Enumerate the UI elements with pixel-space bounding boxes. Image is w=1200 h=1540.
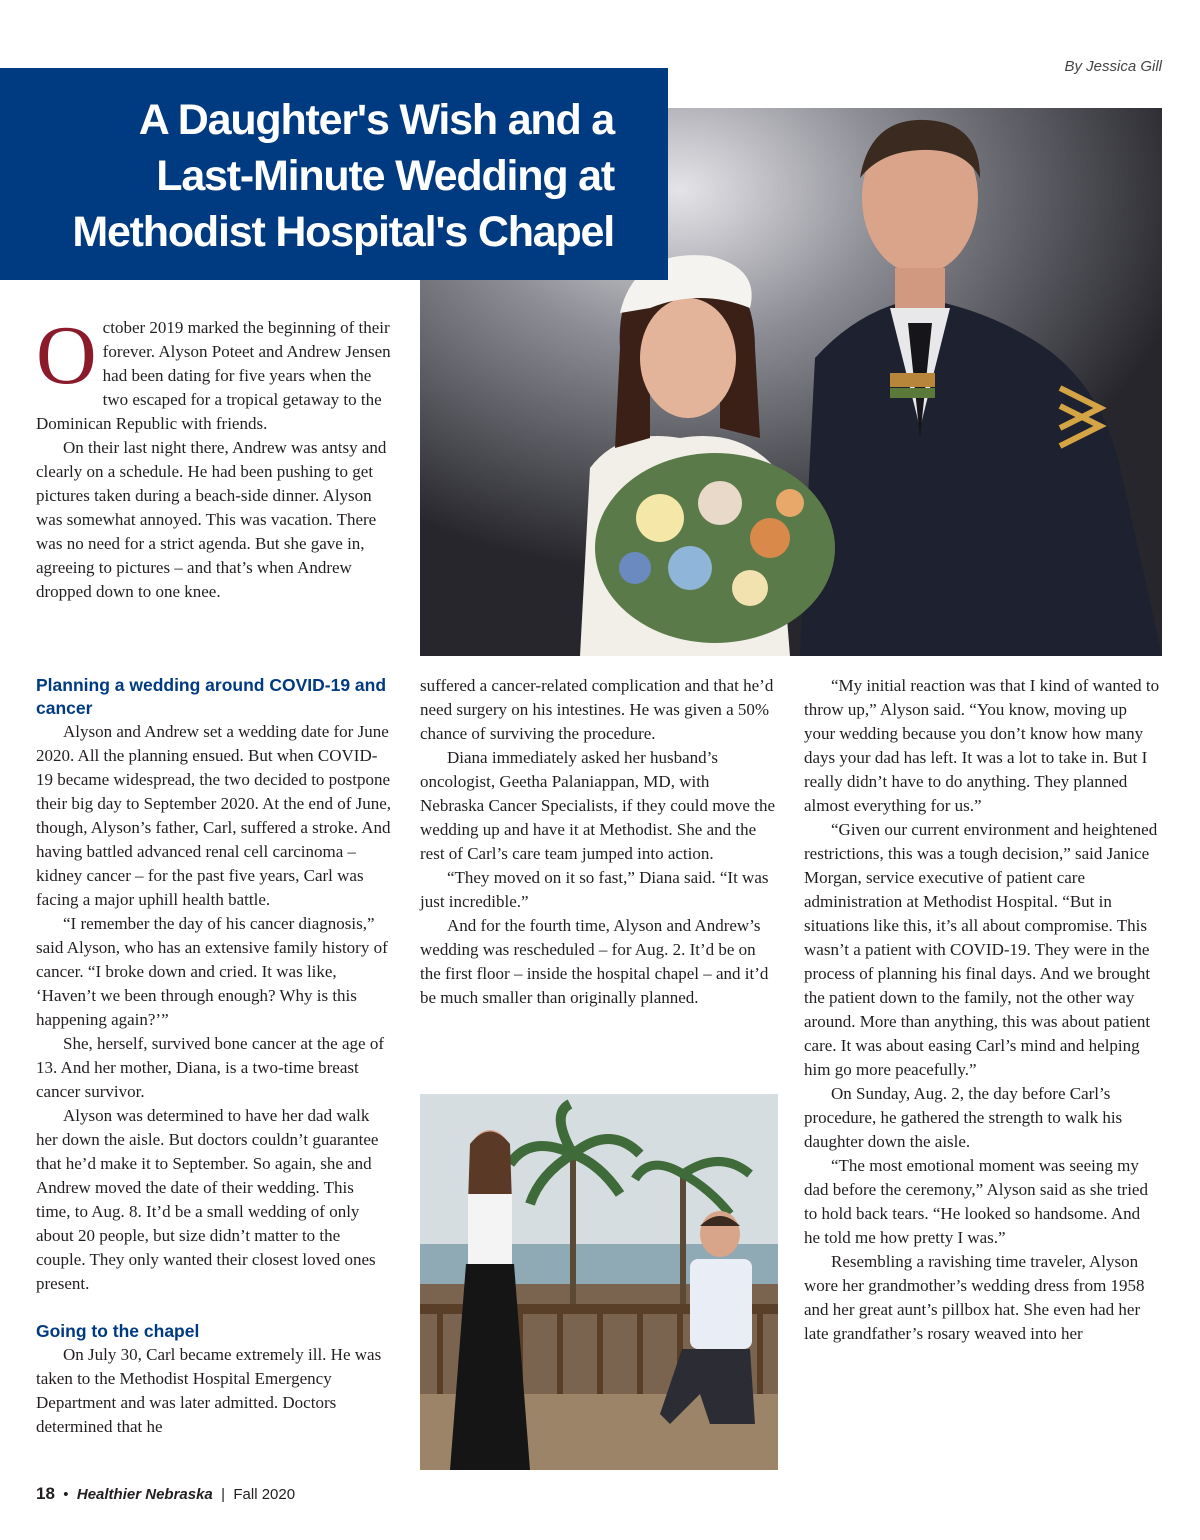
paragraph: suffered a cancer-related complication and that he’d need surgery on his intestines. He was given a 50% chance of surviving the procedure. [420,676,774,743]
title-line-1: A Daughter's Wish and a [138,96,614,144]
paragraph: And for the fourth time, Alyson and Andrew’s wedding was rescheduled – for Aug. 2. It’d be on the first floor – inside the hospital chapel – and it’d be much smaller than originally planned. [420,916,769,1007]
paragraph: “My initial reaction was that I kind of wanted to throw up,” Alyson said. “You know, moving up your wedding because you don’t know how many days your dad has left. It was a lot to take in. But I really didn’t have to do anything. They planned almost everything for us.” [804,676,1160,815]
intro-paragraph-2: On their last night there, Andrew was antsy and clearly on a schedule. He had been pushing to get pictures taken during a beach-side dinner. Alyson was somewhat annoyed. This was vacation. There was no need for a strict agenda. But she gave in, agreeing to pictures – and that’s when Andrew dropped down to one knee. [36,438,387,601]
column-2 [420,674,776,1010]
proposal-photo [420,1094,778,1470]
footer-separator: | [221,1486,226,1503]
paragraph: “They moved on it so fast,” Diana said. “It was just incredible.” [420,868,769,911]
page-footer [36,1484,295,1504]
paragraph: “I remember the day of his cancer diagnosis,” said Alyson, who has an extensive family history of cancer. “I broke down and cried. It was like, ‘Haven’t we been through enough? Why is this happening again?’” [36,914,388,1029]
paragraph: On July 30, Carl became extremely ill. He was taken to the Methodist Hospital Emergency Department and was later admitted. Doctors determined that he [36,1345,382,1436]
intro-column [36,309,392,604]
proposal-photo-illustration [420,1094,778,1470]
intro-paragraph-1: October 2019 marked the beginning of their forever. Alyson Poteet and Andrew Jensen had been dating for five years when the two escaped for a tropical getaway to the Dominican Republic with friends. [36,309,391,433]
column-1 [36,674,392,1439]
paragraph: Alyson and Andrew set a wedding date for June 2020. All the planning ensued. But when COVID-19 became widespread, the two decided to postpone their big day to September 2020. At the end of June, though, Alyson’s father, Carl, suffered a stroke. And having battled advanced renal cell carcinoma – kidney cancer – for the past five years, Carl was facing a major uphill health battle. [36,722,392,909]
paragraph: Diana immediately asked her husband’s oncologist, Geetha Palaniappan, MD, with Nebraska Cancer Specialists, if they could move the wedding up and have it at Methodist. She and the rest of Carl’s care team jumped into action. [420,748,775,863]
paragraph: She, herself, survived bone cancer at the age of 13. And her mother, Diana, is a two-time breast cancer survivor. [36,1034,384,1101]
title-banner [0,68,668,280]
section-heading-chapel: Going to the chapel [36,1321,200,1341]
section-heading-planning: Planning a wedding around COVID-19 and cancer [36,675,387,718]
title-line-2: Last-Minute Wedding at [156,152,614,200]
article-title [20,92,614,260]
paragraph: Resembling a ravishing time traveler, Alyson wore her grandmother’s wedding dress from 1958 and her great aunt’s pillbox hat. She even had her late grandfather’s rosary weaved into her [804,1252,1145,1343]
paragraph: “The most emotional moment was seeing my dad before the ceremony,” Alyson said as she tried to hold back tears. “He looked so handsome. And he told me how pretty I was.” [804,1156,1148,1247]
paragraph: “Given our current environment and heightened restrictions, this was a tough decision,” said Janice Morgan, service executive of patient care administration at Methodist Hospital. “But in situations like this, it’s all about compromise. This wasn’t a patient with COVID-19. They were in the process of planning his final days. And we brought the patient down to the family, not the other way around. More than anything, this was about patient care. It was about easing Carl’s mind and helping him go more peacefully.” [804,820,1158,1079]
paragraph: On Sunday, Aug. 2, the day before Carl’s procedure, he gathered the strength to walk his daughter down the aisle. [804,1084,1123,1151]
magazine-name: Healthier Nebraska [76,1486,213,1503]
byline: By Jessica Gill [1064,58,1162,75]
issue-label: Fall 2020 [233,1486,296,1503]
footer-bullet: • [63,1486,69,1503]
title-line-3: Methodist Hospital's Chapel [72,208,614,256]
paragraph: Alyson was determined to have her dad walk her down the aisle. But doctors couldn’t guarantee that he’d make it to September. So again, she and Andrew moved the date of their wedding. This time, to Aug. 8. It’d be a small wedding of only about 20 people, but size didn’t matter to the couple. They only wanted their closest loved ones present. [36,1106,379,1293]
page-number: 18 [36,1484,55,1503]
column-3 [804,674,1160,1346]
drop-cap: O [36,309,97,402]
